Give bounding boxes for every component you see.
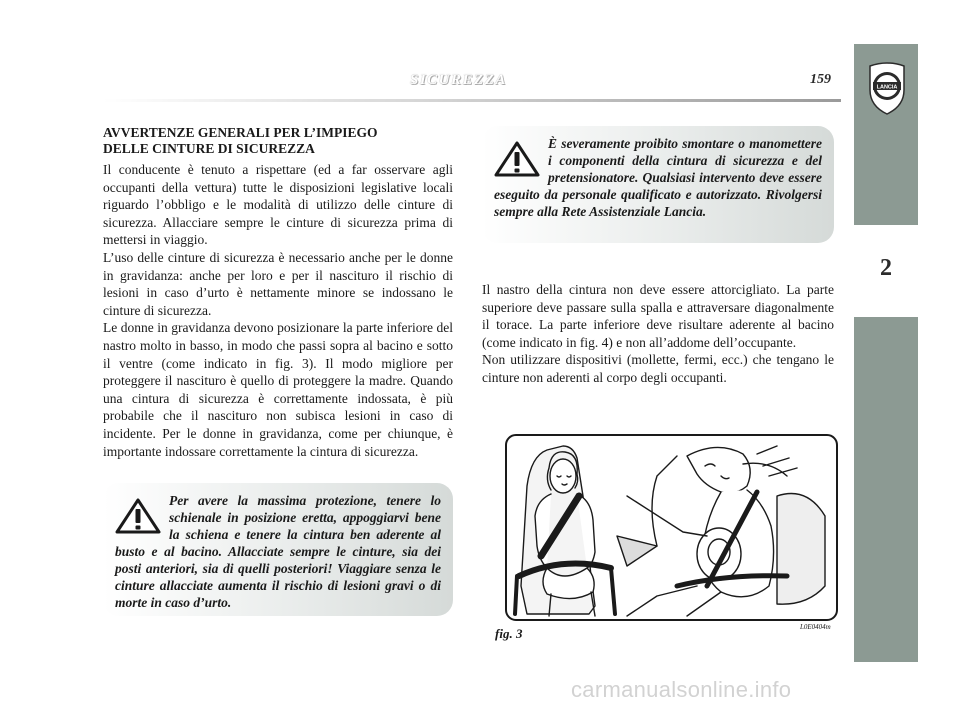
figure-caption: fig. 3 [495, 626, 523, 641]
right-body-text: Il nastro della cintura non deve essere attorcigliato. La parte superiore deve passare sulla spalla e attraversare diagonalmente il torace. La parte inferiore deve risultare aderente al bacino (come indicato in fig. 4) e non all’addome dell’occupante. Non utilizzare dispositivi (mollette, fermi, ecc.) che tengano le cinture non aderenti al corpo degli occupanti. [482, 282, 834, 385]
watermark: carmanualsonline.info [571, 677, 792, 702]
warning-triangle-icon [115, 498, 161, 534]
chapter-number: 2 [880, 255, 892, 281]
heading-line-1: AVVERTENZE GENERALI PER L’IMPIEGO [103, 125, 378, 140]
pregnant-seatbelt-illustration [507, 436, 838, 621]
warning-box-left [103, 483, 453, 616]
section-title: SICUREZZA [410, 72, 507, 88]
heading-line-2: DELLE CINTURE DI SICUREZZA [103, 141, 315, 156]
warning-box-right [482, 126, 834, 243]
right-column [482, 281, 834, 387]
seatbelt-figure [505, 434, 838, 621]
warning-left-text: Per avere la massima protezione, tenere lo schienale in posizione eretta, appoggiarvi bene la schiena e tenere la cintura ben aderente al busto e al bacino. Allacciate sempre le cinture, sia dei posti anteriori, sia di quelli posteriori! Viaggiare senza le cinture allacciate aumenta il rischio di lesioni gravi o di morte in caso d’urto. [115, 493, 441, 610]
warning-right-text: È severamente proibito smontare o manomettere i componenti della cintura di sicurezza e del pretensionatore. Qualsiasi intervento deve essere eseguito da personale qualificato e autorizzato. Rivolgersi sempre alla Rete Assistenziale Lancia. [494, 136, 822, 219]
section-heading [103, 125, 453, 157]
figure-code: L0E0404m [800, 623, 831, 631]
lancia-logo-icon [864, 60, 910, 116]
chapter-side-tab [854, 44, 918, 662]
warning-triangle-icon [494, 141, 540, 177]
page-number: 159 [810, 72, 831, 87]
header-rule [103, 99, 841, 102]
logo-text: LANCIA [876, 84, 898, 91]
left-body-text: Il conducente è tenuto a rispettare (ed a far osservare agli occupanti della vettura) tutte le disposizioni legislative locali riguardo l’obbligo e le modalità di utilizzo delle cinture di sicurezza. Allacciare sempre le cinture di sicurezza prima di mettersi in viaggio. L’uso delle cinture di sicurezza è necessario anche per le donne in gravidanza: anche per loro e per il nascituro il rischio di lesioni in caso d’urto è nettamente minore se indossano le cinture di sicurezza. Le donne in gravidanza devono posizionare la parte inferiore del nastro molto in basso, in modo che passi sopra al bacino e sotto il ventre (come indicato in fig. 3). Il modo migliore per proteggere il nascituro è quello di proteggere la madre. Quando una cintura di sicurezza è correttamente indossata, è più probabile che il nascituro non subisca lesioni in caso di incidente. Per le donne in gravidanza, come per chiunque, è importante indossare correttamente la cintura di sicurezza. [103, 162, 453, 459]
left-column [103, 125, 453, 460]
